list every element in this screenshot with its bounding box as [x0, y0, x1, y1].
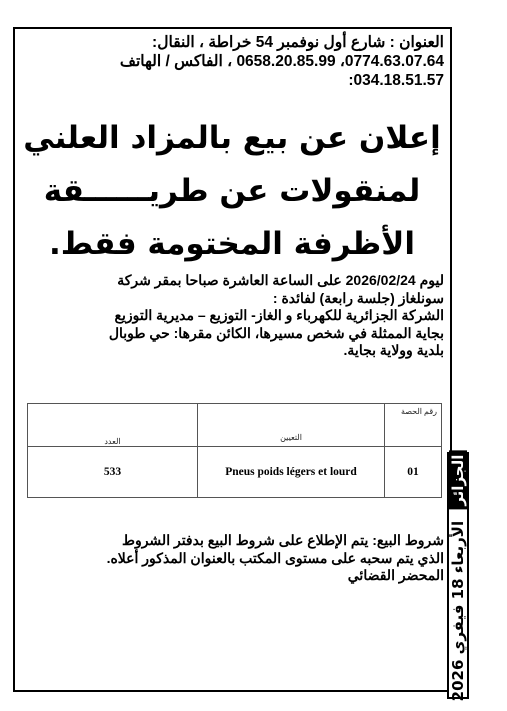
phone-line: 034.18.51.57:	[348, 72, 444, 89]
header-quantity: العدد	[28, 404, 198, 447]
header-designation: التعيين	[198, 404, 385, 447]
body-line: بلدية وولاية بجاية.	[343, 342, 444, 358]
conditions-line: الذي يتم سحبه على مستوى المكتب بالعنوان المذكور أعلاه.	[106, 549, 444, 566]
conditions-line: شروط البيع: يتم الإطلاع على شروط البيع بدفتر الشروط	[122, 532, 444, 548]
title-line: الأظرفة المختومة فقط.	[49, 226, 415, 262]
signature-line: المحضر القضائي	[347, 567, 444, 583]
phone-line: 0774.63.07.64، 0658.20.85.99 ، الفاكس / الهاتف	[119, 53, 444, 70]
body-line: بجاية الممثلة في شخص مسيرها، الكائن مقرها: حي طوبال	[108, 324, 444, 341]
address-block	[22, 33, 444, 90]
table-header-row	[28, 404, 442, 447]
newspaper-date-strip	[447, 452, 469, 699]
header-lot-number: رقم الحصة	[385, 404, 442, 447]
body-line: سونلغاز (جلسة رابعة) لفائدة :	[272, 289, 444, 306]
address-line: العنوان : شارع أول نوفمبر 54 خراطة ، النقال:	[152, 34, 444, 51]
publication-date: الأربعاء 18 فيفري 2026	[449, 520, 467, 701]
cell-designation: Pneus poids légers et lourd	[198, 447, 385, 498]
cell-lot-number: 01	[385, 447, 442, 498]
title-line: إعلان عن بيع بالمزاد العلني	[23, 120, 441, 156]
cell-quantity: 533	[28, 447, 198, 498]
strip-text	[449, 450, 467, 701]
body-line: الشركة الجزائرية للكهرباء و الغاز- التوزيع – مديرية التوزيع	[114, 307, 444, 323]
lots-table	[27, 403, 442, 498]
newspaper-name: الجزائر	[449, 450, 467, 509]
table-row	[28, 447, 442, 498]
notice-body	[22, 272, 444, 360]
sale-conditions	[22, 532, 444, 585]
notice-title	[22, 112, 442, 271]
title-line: لمنقولات عن طريــــــقة	[43, 173, 421, 209]
body-line: ليوم 2026/02/24 على الساعة العاشرة صباحا بمقر شركة	[117, 272, 444, 288]
